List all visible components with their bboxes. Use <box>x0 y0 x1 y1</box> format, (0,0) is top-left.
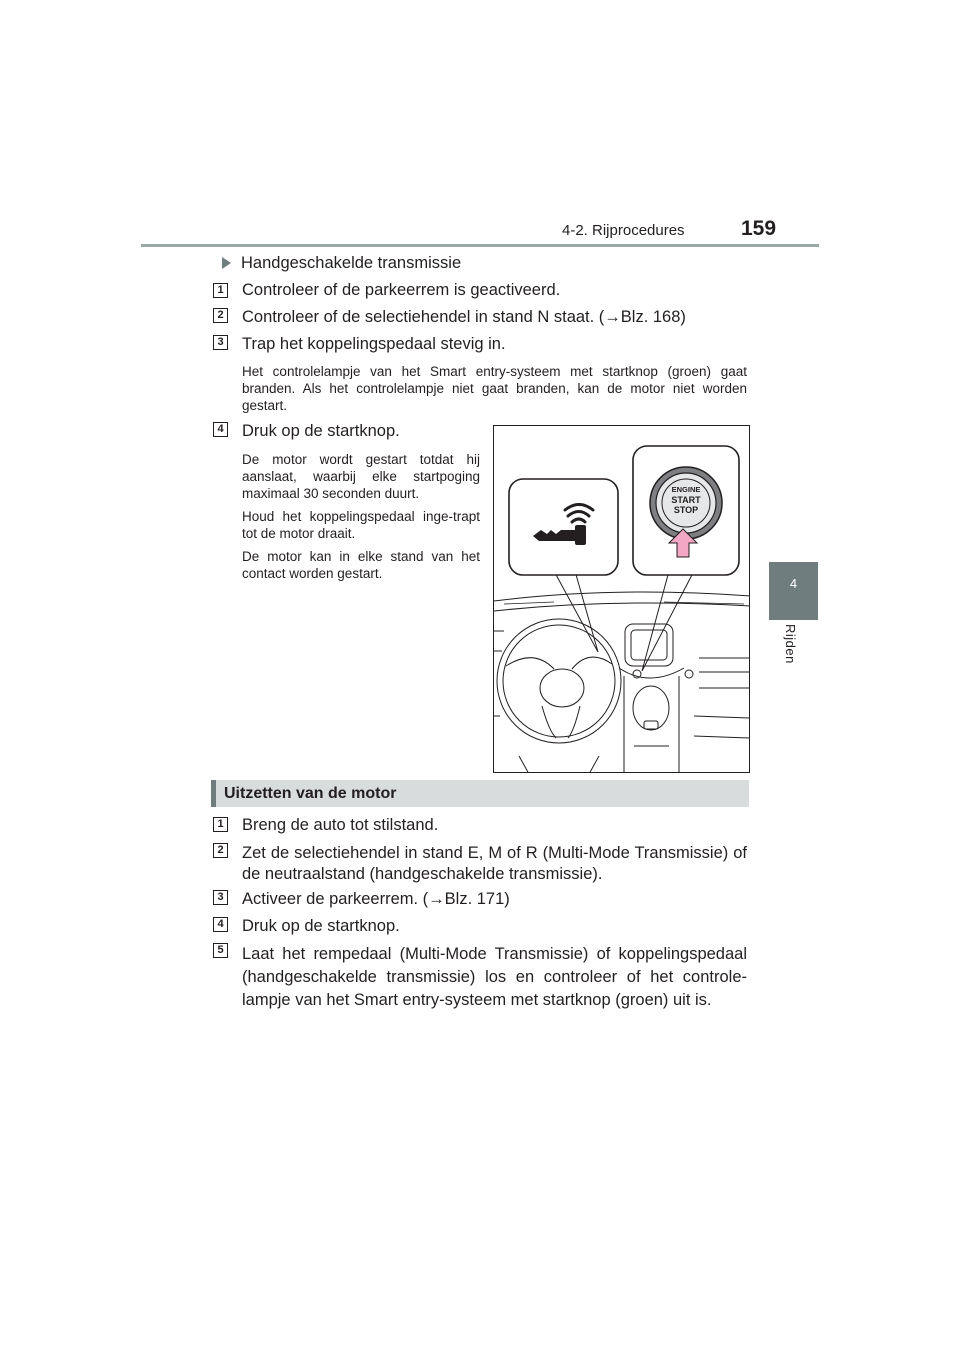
step-number-box: 4 <box>213 917 228 932</box>
section-heading-accent <box>211 780 216 807</box>
step-number-box: 1 <box>213 817 228 832</box>
bullet-triangle-icon <box>222 257 231 269</box>
running-header-section: 4-2. Rijprocedures <box>562 222 685 239</box>
step-number-box: 3 <box>213 890 228 905</box>
step-text: Druk op de startknop. <box>242 422 400 440</box>
step-note: Het controlelampje van het Smart entry-systeem met startknop (groen) gaat branden. Als het controlelampje niet gaat branden, kan de motor niet worden gestart. <box>242 364 747 413</box>
button-text-line: ENGINE <box>671 485 701 494</box>
step-number-box: 5 <box>213 943 228 958</box>
dashboard-illustration <box>493 425 750 773</box>
step-text: Controleer of de selectiehendel in stand N staat. (→Blz. 168) <box>242 308 686 326</box>
start-button-label <box>648 486 724 515</box>
step-number-box: 3 <box>213 335 228 350</box>
step-number-box: 2 <box>213 308 228 323</box>
step-number-box: 1 <box>213 283 228 298</box>
step-note: De motor kan in elke stand van het contact worden gestart. <box>242 549 480 581</box>
step-text: Trap het koppelingspedaal stevig in. <box>242 335 506 353</box>
step-text: Controleer of de parkeerrem is geactiveerd. <box>242 281 561 299</box>
section-heading: Uitzetten van de motor <box>224 785 397 802</box>
step-text: Laat het rempedaal (Multi-Mode Transmissie) of koppelingspedaal (handgeschakelde transmissie) los en controleer of het controle-lampje van het Smart entry-systeem met startknop (groen) uit is. <box>242 945 747 1009</box>
step-text: Zet de selectiehendel in stand E, M of R (Multi-Mode Transmissie) of de neutraalstand (handgeschakelde transmissie). <box>242 844 747 883</box>
chapter-number: 4 <box>789 576 798 591</box>
subsection-title: Handgeschakelde transmissie <box>241 254 462 272</box>
step-text: Breng de auto tot stilstand. <box>242 816 439 834</box>
step-number-box: 2 <box>213 843 228 858</box>
header-divider <box>141 244 819 247</box>
smart-key-indicator-icon <box>529 503 599 553</box>
step-text: Activeer de parkeerrem. (→Blz. 171) <box>242 890 510 908</box>
arrow-up-icon <box>668 528 698 558</box>
step-text: Druk op de startknop. <box>242 917 400 935</box>
chapter-label: Rijden <box>783 624 798 664</box>
step-number-box: 4 <box>213 422 228 437</box>
page-number: 159 <box>741 217 777 240</box>
button-text-line: START <box>671 494 701 505</box>
chapter-tab <box>769 562 818 620</box>
button-text-line: STOP <box>673 504 699 515</box>
step-note: De motor wordt gestart totdat hij aanslaat, waarbij elke startpoging maximaal 30 seconden duurt. <box>242 452 480 501</box>
step-note: Houd het koppelingspedaal inge-trapt tot de motor draait. <box>242 509 480 541</box>
